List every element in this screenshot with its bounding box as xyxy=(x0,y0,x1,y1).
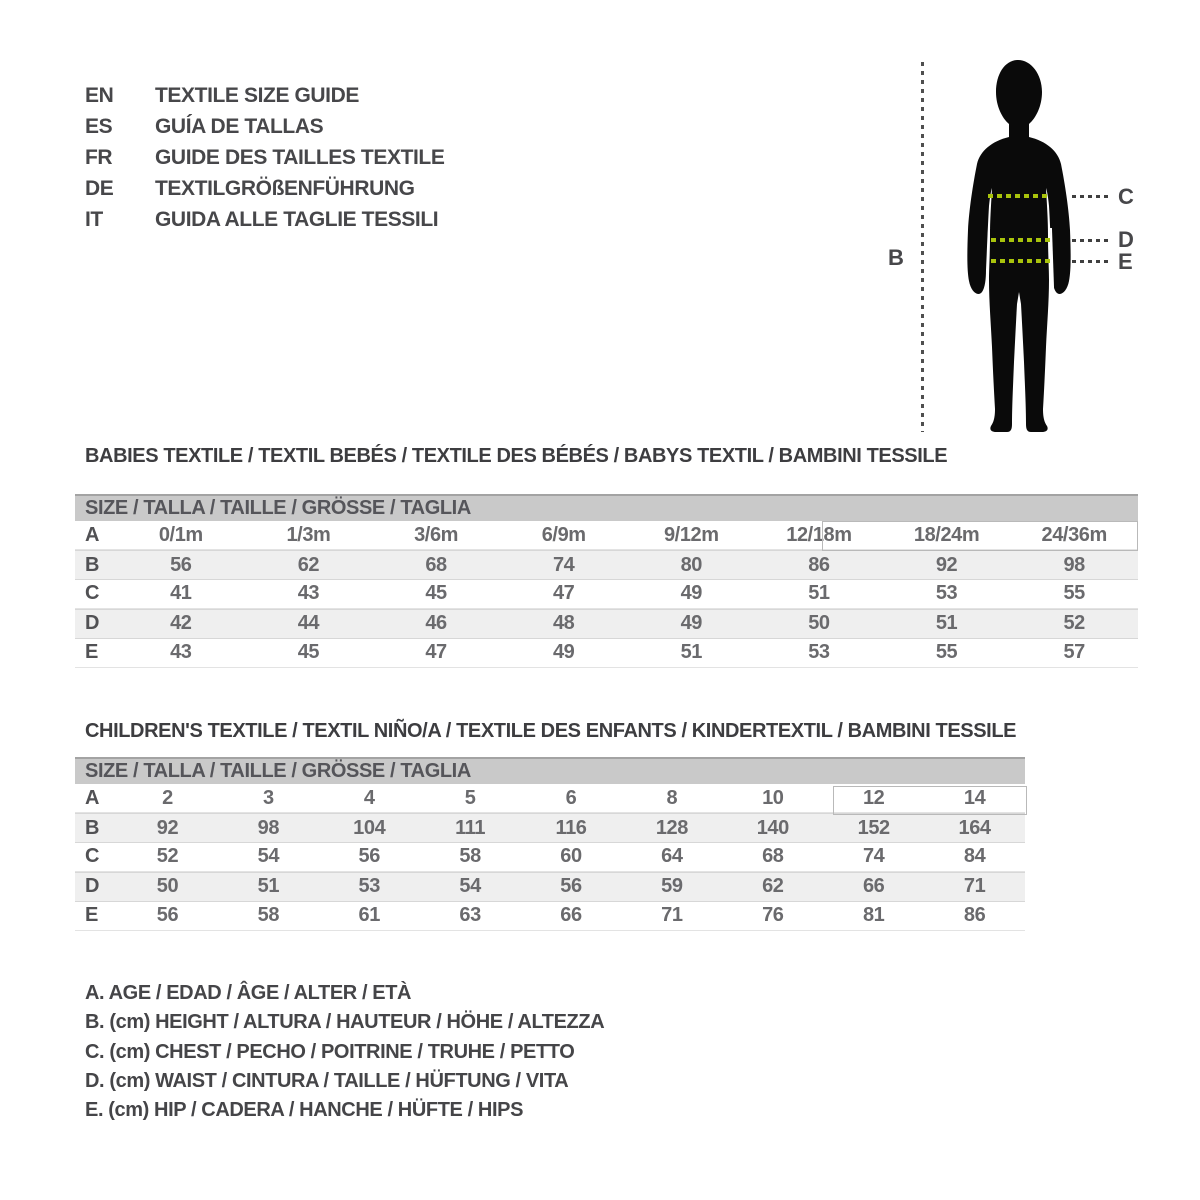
table-row-height xyxy=(75,550,1138,579)
table-cell: 86 xyxy=(963,904,986,927)
language-title: GUÍA DE TALLAS xyxy=(155,114,324,138)
table-cell: 111 xyxy=(455,816,486,839)
child-silhouette xyxy=(952,58,1088,436)
table-cell: 4 xyxy=(363,786,375,809)
table-cell: 53 xyxy=(808,641,830,664)
babies-highlight-box xyxy=(822,521,1138,551)
table-cell: 57 xyxy=(1063,641,1085,664)
table-cell: 12 xyxy=(862,786,885,809)
table-cell: 80 xyxy=(680,553,703,576)
table-cell: 8 xyxy=(666,786,678,809)
language-title: TEXTILGRÖßENFÜHRUNG xyxy=(155,176,415,200)
table-cell: 5 xyxy=(464,786,476,809)
table-row-height xyxy=(75,813,1025,842)
table-cell: 128 xyxy=(655,816,688,839)
table-cell: 51 xyxy=(808,582,830,605)
size-header-text: SIZE / TALLA / TAILLE / GRÖSSE / TAGLIA xyxy=(85,497,471,519)
table-cell: 45 xyxy=(297,641,320,664)
row-label: A xyxy=(85,523,100,546)
hip-leader-line xyxy=(1072,260,1110,263)
table-cell: 50 xyxy=(808,612,830,635)
row-label: D xyxy=(85,612,100,635)
table-row-waist xyxy=(75,609,1138,638)
table-cell: 81 xyxy=(862,904,885,927)
table-cell: 0/1m xyxy=(158,523,203,546)
row-label: E xyxy=(85,904,98,927)
legend-item-hip: E. (cm) HIP / CADERA / HANCHE / HÜFTE / HIPS xyxy=(85,1099,524,1122)
language-row xyxy=(85,142,444,173)
table-cell: 49 xyxy=(680,582,703,605)
table-cell: 53 xyxy=(935,582,958,605)
children-highlight-box xyxy=(833,786,1027,815)
row-values xyxy=(117,612,1138,635)
table-cell: 66 xyxy=(862,875,885,898)
height-label: B xyxy=(888,245,904,270)
table-cell: 61 xyxy=(358,904,380,927)
table-cell: 76 xyxy=(762,904,784,927)
table-cell: 1/3m xyxy=(286,523,331,546)
row-values xyxy=(117,875,1025,898)
table-row-hip xyxy=(75,639,1138,668)
language-row xyxy=(85,80,444,111)
language-code: EN xyxy=(85,83,114,107)
legend-item-waist: D. (cm) WAIST / CINTURA / TAILLE / HÜFTUNG / VITA xyxy=(85,1070,569,1093)
table-cell: 51 xyxy=(935,612,958,635)
table-cell: 92 xyxy=(156,816,179,839)
table-cell: 6/9m xyxy=(541,523,586,546)
waist-label: D xyxy=(1118,227,1134,252)
table-cell: 58 xyxy=(459,845,481,868)
table-cell: 98 xyxy=(1063,553,1085,576)
language-code: DE xyxy=(85,176,114,200)
row-label: C xyxy=(85,582,100,605)
hip-label: E xyxy=(1118,249,1133,274)
table-cell: 14 xyxy=(963,786,986,809)
legend-item-chest: C. (cm) CHEST / PECHO / POITRINE / TRUHE / PETTO xyxy=(85,1040,575,1063)
table-cell: 43 xyxy=(297,582,320,605)
chest-leader-line xyxy=(1072,195,1110,198)
language-row xyxy=(85,111,444,142)
language-code: FR xyxy=(85,145,113,169)
table-cell: 51 xyxy=(680,641,703,664)
row-values xyxy=(117,845,1025,868)
waist-leader-line xyxy=(1072,239,1110,242)
table-cell: 41 xyxy=(170,582,192,605)
row-label: C xyxy=(85,845,100,868)
measurement-legend xyxy=(85,979,604,1125)
table-cell: 52 xyxy=(156,845,179,868)
size-header-text: SIZE / TALLA / TAILLE / GRÖSSE / TAGLIA xyxy=(85,760,471,782)
language-code: IT xyxy=(85,207,103,231)
language-title: GUIDA ALLE TAGLIE TESSILI xyxy=(155,207,439,231)
table-cell: 86 xyxy=(808,553,830,576)
row-values xyxy=(117,582,1138,605)
table-cell: 44 xyxy=(297,612,320,635)
table-row-hip xyxy=(75,902,1025,931)
table-cell: 9/12m xyxy=(663,523,719,546)
language-code: ES xyxy=(85,114,113,138)
table-cell: 49 xyxy=(680,612,703,635)
table-cell: 74 xyxy=(862,845,885,868)
row-values xyxy=(117,554,1138,577)
legend-item-height: B. (cm) HEIGHT / ALTURA / HAUTEUR / HÖHE / ALTEZZA xyxy=(85,1011,605,1034)
row-label: A xyxy=(85,786,100,809)
language-title: TEXTILE SIZE GUIDE xyxy=(155,83,359,107)
babies-section-title: BABIES TEXTILE / TEXTIL BEBÉS / TEXTILE DES BÉBÉS / BABYS TEXTIL / BAMBINI TESSILE xyxy=(85,445,948,467)
chest-measure-line xyxy=(988,194,1050,198)
table-cell: 84 xyxy=(963,845,986,868)
table-cell: 56 xyxy=(358,845,380,868)
table-row-chest xyxy=(75,843,1025,872)
table-cell: 68 xyxy=(425,553,447,576)
table-cell: 62 xyxy=(762,875,784,898)
table-cell: 56 xyxy=(560,875,582,898)
table-cell: 164 xyxy=(958,816,991,839)
table-cell: 12/18m xyxy=(786,523,852,546)
row-label: E xyxy=(85,641,98,664)
table-cell: 104 xyxy=(353,816,386,839)
table-row-chest xyxy=(75,580,1138,609)
language-title: GUIDE DES TAILLES TEXTILE xyxy=(155,145,445,169)
table-cell: 53 xyxy=(358,875,380,898)
table-cell: 152 xyxy=(857,816,890,839)
language-row xyxy=(85,204,444,235)
size-header-bar xyxy=(75,494,1138,521)
table-cell: 3/6m xyxy=(414,523,459,546)
table-cell: 54 xyxy=(459,875,481,898)
table-cell: 63 xyxy=(459,904,481,927)
table-cell: 46 xyxy=(425,612,447,635)
table-cell: 52 xyxy=(1063,612,1085,635)
table-cell: 56 xyxy=(156,904,179,927)
table-cell: 47 xyxy=(425,641,447,664)
table-cell: 56 xyxy=(170,553,192,576)
table-cell: 43 xyxy=(170,641,192,664)
table-cell: 50 xyxy=(156,875,179,898)
table-cell: 92 xyxy=(935,553,958,576)
row-values xyxy=(117,904,1025,927)
table-cell: 10 xyxy=(762,786,784,809)
table-cell: 71 xyxy=(661,904,683,927)
row-label: D xyxy=(85,875,100,898)
table-cell: 3 xyxy=(262,786,274,809)
table-cell: 58 xyxy=(257,904,280,927)
height-measure-line xyxy=(921,62,924,432)
table-cell: 42 xyxy=(170,612,192,635)
table-cell: 64 xyxy=(661,845,683,868)
table-cell: 45 xyxy=(425,582,447,605)
language-row xyxy=(85,173,444,204)
table-cell: 55 xyxy=(1063,582,1085,605)
size-header-bar xyxy=(75,757,1025,784)
table-cell: 6 xyxy=(565,786,577,809)
row-values xyxy=(117,641,1138,664)
table-cell: 74 xyxy=(552,553,575,576)
table-cell: 48 xyxy=(552,612,575,635)
children-section-title: CHILDREN'S TEXTILE / TEXTIL NIÑO/A / TEXTILE DES ENFANTS / KINDERTEXTIL / BAMBINI TESSILE xyxy=(85,720,1017,742)
legend-item-age: A. AGE / EDAD / ÂGE / ALTER / ETÀ xyxy=(85,982,412,1005)
row-values xyxy=(117,817,1025,840)
table-cell: 55 xyxy=(935,641,958,664)
chest-label: C xyxy=(1118,184,1134,209)
table-cell: 49 xyxy=(552,641,575,664)
table-cell: 62 xyxy=(297,553,320,576)
table-cell: 71 xyxy=(963,875,986,898)
table-cell: 116 xyxy=(555,816,587,839)
table-cell: 68 xyxy=(762,845,784,868)
language-list xyxy=(85,80,444,235)
table-cell: 60 xyxy=(560,845,582,868)
table-cell: 2 xyxy=(162,786,173,809)
table-cell: 51 xyxy=(257,875,280,898)
table-cell: 18/24m xyxy=(913,523,980,546)
table-cell: 98 xyxy=(257,816,280,839)
table-cell: 24/36m xyxy=(1041,523,1107,546)
table-cell: 59 xyxy=(661,875,683,898)
table-row-waist xyxy=(75,872,1025,901)
table-cell: 66 xyxy=(560,904,582,927)
waist-measure-line xyxy=(991,238,1051,242)
row-label: B xyxy=(85,553,100,576)
table-cell: 140 xyxy=(756,816,789,839)
hip-measure-line xyxy=(991,259,1053,263)
table-cell: 47 xyxy=(552,582,575,605)
children-size-table xyxy=(75,757,1025,931)
table-cell: 54 xyxy=(257,845,280,868)
row-label: B xyxy=(85,816,100,839)
